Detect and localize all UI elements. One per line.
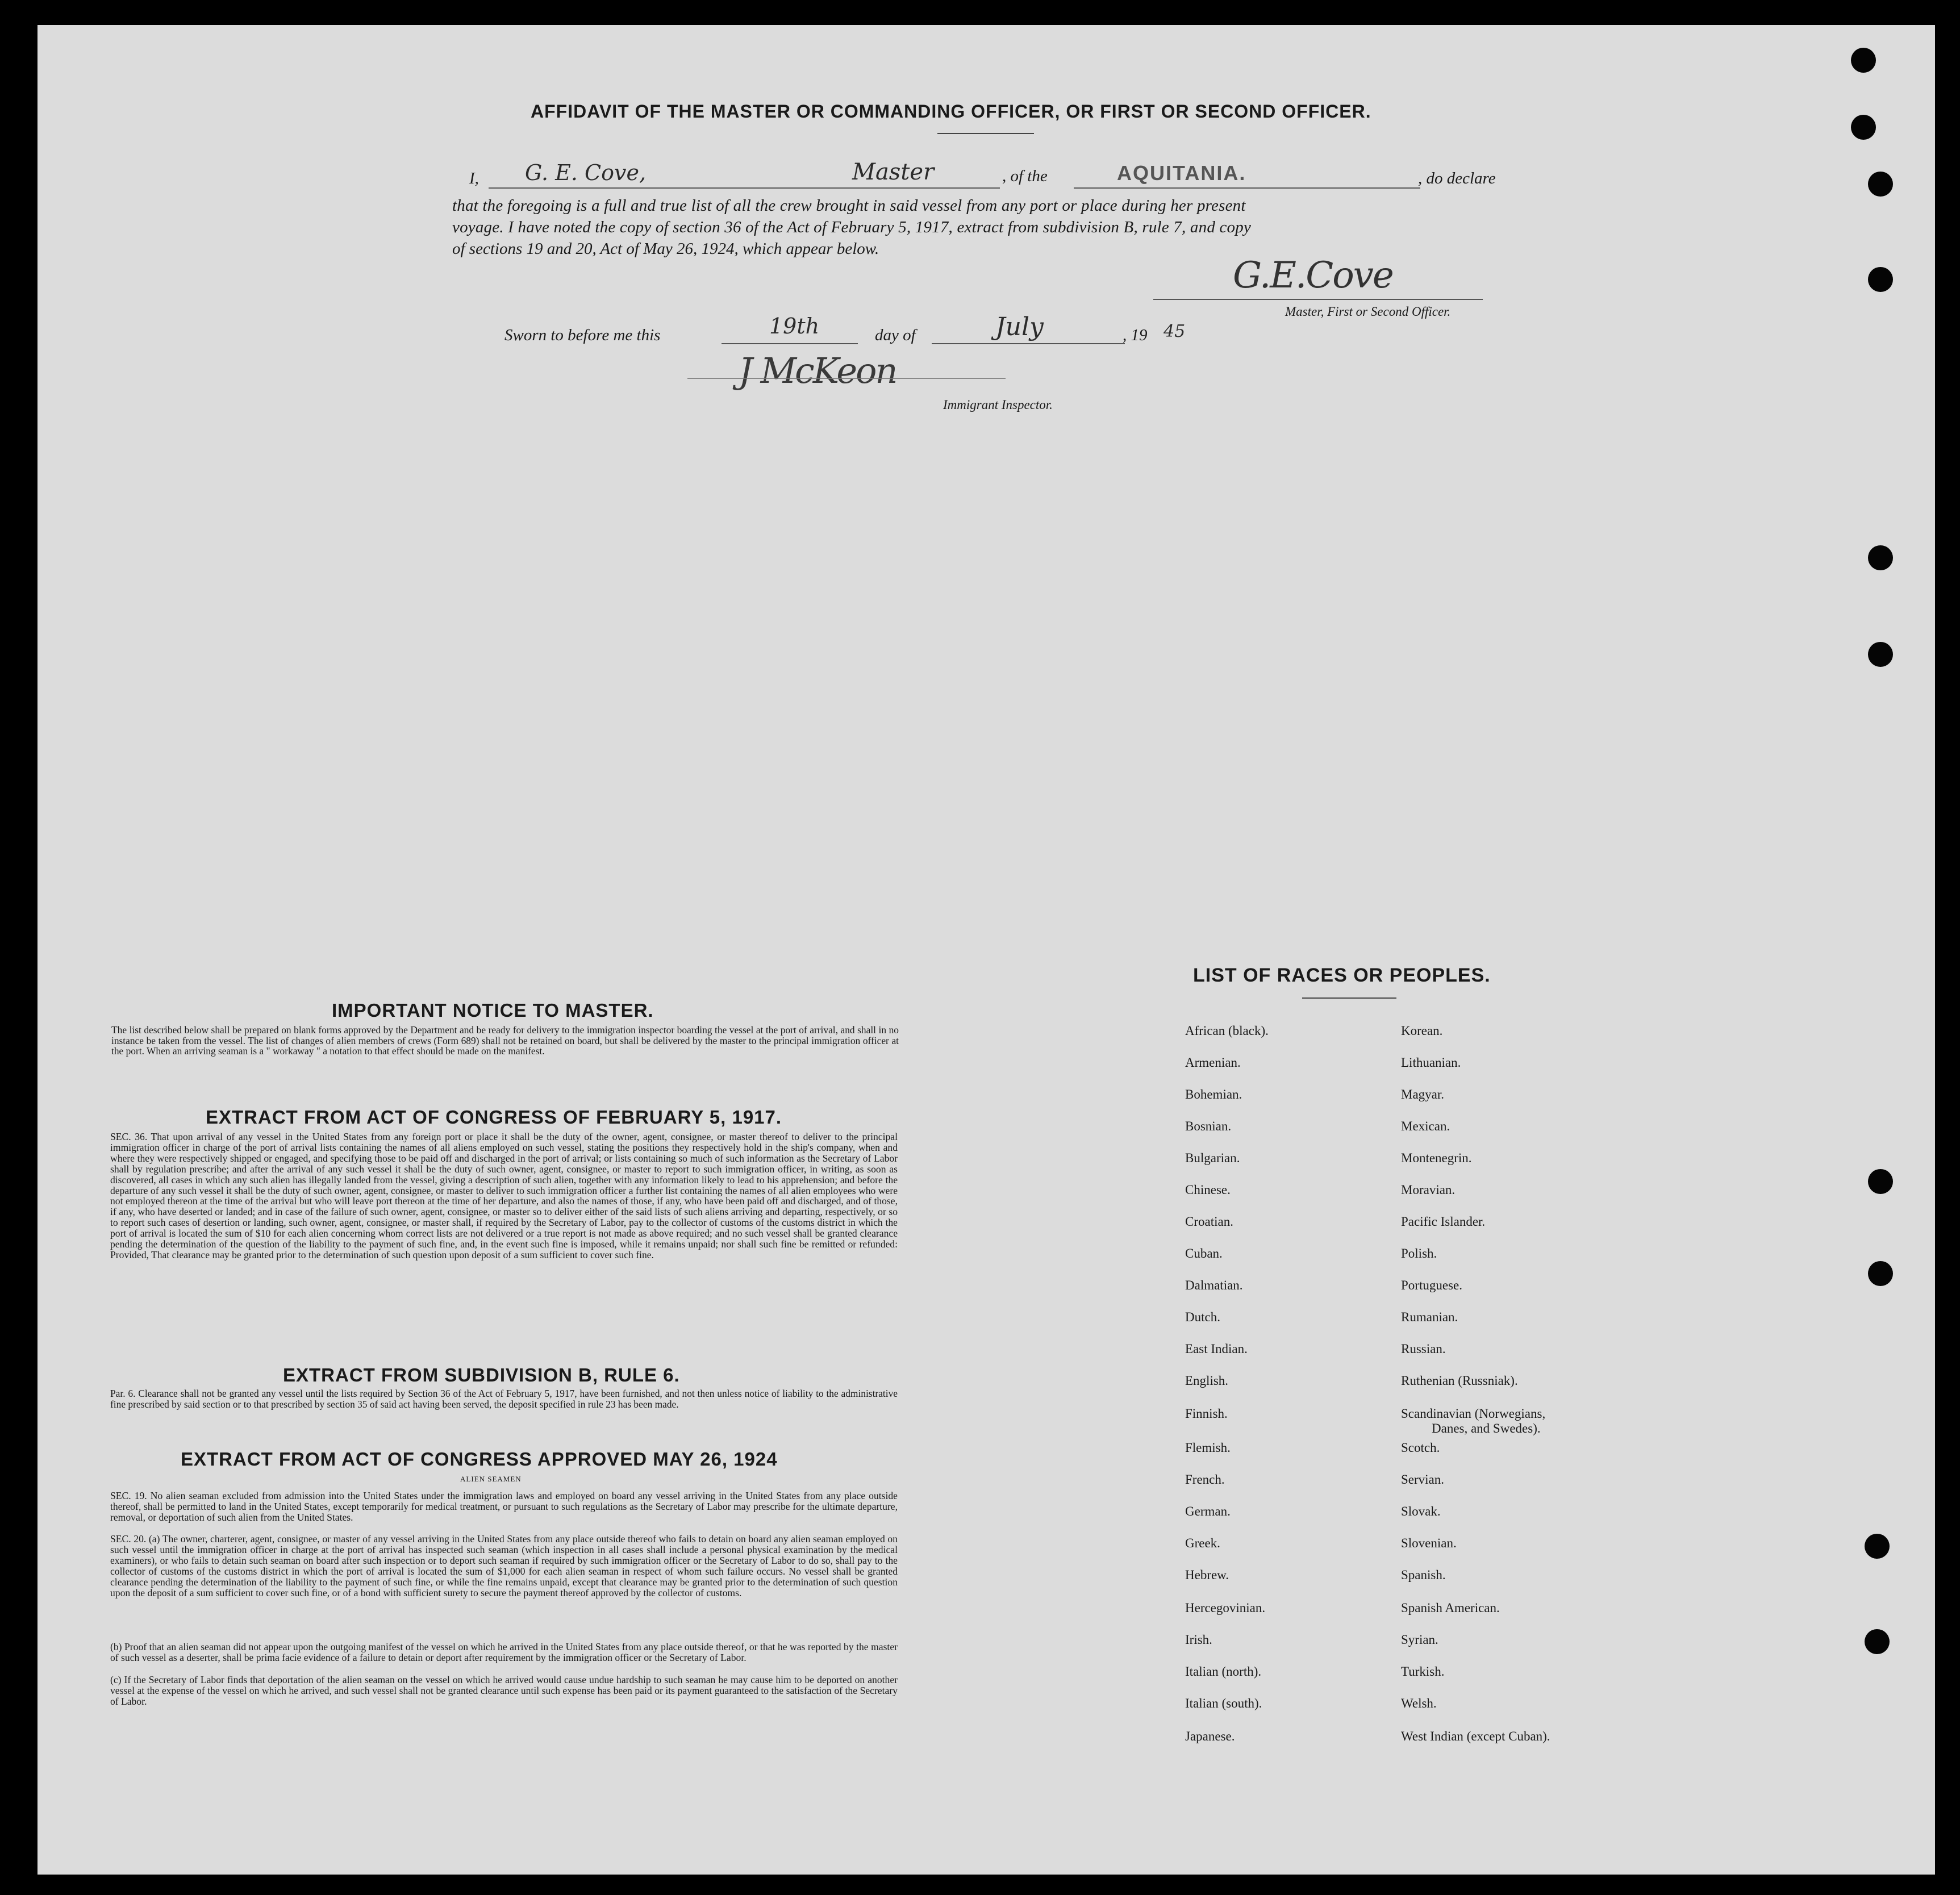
race-item: Slovak.: [1401, 1504, 1441, 1518]
subdivision-title: EXTRACT FROM SUBDIVISION B, RULE 6.: [283, 1364, 680, 1385]
race-item: Spanish American.: [1401, 1601, 1500, 1615]
race-item: Bulgarian.: [1185, 1151, 1240, 1165]
race-item: Japanese.: [1185, 1729, 1235, 1743]
races-title: LIST OF RACES OR PEOPLES.: [1193, 965, 1491, 986]
race-item: West Indian (except Cuban).: [1401, 1729, 1550, 1743]
race-item: Syrian.: [1401, 1633, 1438, 1647]
signature-line: [1153, 299, 1483, 300]
of-the-label: , of the: [1002, 167, 1048, 185]
race-item: Portuguese.: [1401, 1278, 1462, 1292]
punch-hole: [1851, 48, 1876, 73]
race-item: German.: [1185, 1504, 1231, 1518]
race-item: Italian (north).: [1185, 1664, 1262, 1679]
punch-hole: [1851, 115, 1876, 140]
race-item: Pacific Islander.: [1401, 1214, 1486, 1229]
race-item: Korean.: [1401, 1024, 1443, 1038]
punch-hole: [1868, 545, 1893, 570]
race-item: Russian.: [1401, 1342, 1446, 1356]
extract-1924-title: EXTRACT FROM ACT OF CONGRESS APPROVED MAY 26, 1924: [181, 1449, 778, 1470]
race-item: Servian.: [1401, 1472, 1445, 1487]
race-item: English.: [1185, 1374, 1229, 1388]
year-prefix: , 19: [1123, 326, 1148, 344]
race-item: Hebrew.: [1185, 1568, 1229, 1582]
signature-caption: Master, First or Second Officer.: [1285, 304, 1451, 319]
race-item: Ruthenian (Russniak).: [1401, 1374, 1518, 1388]
race-item: Scotch.: [1401, 1441, 1440, 1455]
punch-hole: [1868, 1169, 1893, 1194]
race-item: Montenegrin.: [1401, 1151, 1472, 1165]
race-item: Armenian.: [1185, 1055, 1241, 1070]
notice-text: The list described below shall be prepared on blank forms approved by the Department and be ready for delivery to the immigration inspector boarding the vessel at the port of arrival, and shall in no instance be taken from the vessel. The list of changes of alien members of crews (Form 689) shall not be retained on board, but shall be delivered by the master to the principal immigration officer at the port. When an arriving seaman is a " workaway " a notation to that effect should be made on the manifest.: [111, 1024, 899, 1057]
race-item: African (black).: [1185, 1024, 1269, 1038]
master-signature: G.E.Cove: [1233, 254, 1393, 297]
notice-title: IMPORTANT NOTICE TO MASTER.: [332, 1000, 654, 1021]
punch-hole: [1868, 642, 1893, 667]
race-item: Cuban.: [1185, 1246, 1223, 1260]
rank-handwritten: Master: [852, 159, 935, 185]
extract-1917-title: EXTRACT FROM ACT OF CONGRESS OF FEBRUARY 5, 1917.: [206, 1107, 782, 1128]
race-item: Mexican.: [1401, 1119, 1450, 1133]
race-item: Italian (south).: [1185, 1696, 1262, 1710]
race-item: Dutch.: [1185, 1310, 1220, 1324]
master-name-handwritten: G. E. Cove,: [525, 160, 647, 185]
affidavit-line-4: of sections 19 and 20, Act of May 26, 1924, which appear below.: [452, 240, 879, 258]
extract-1924-sec20b: (b) Proof that an alien seaman did not appear upon the outgoing manifest of the vessel on which he arrived in the United States from any place outside thereof, or that he was reported by the master of such vessel as a deserter, shall be prima facie evidence of a failure to detain or deport after requirement by the immigration officer or the Secretary of Labor.: [110, 1641, 898, 1663]
races-title-rule: [1302, 997, 1396, 999]
race-item: Moravian.: [1401, 1183, 1456, 1197]
punch-hole: [1868, 172, 1893, 197]
day-of-label: day of: [875, 326, 916, 344]
race-item: Polish.: [1401, 1246, 1437, 1260]
race-item: Flemish.: [1185, 1441, 1231, 1455]
extract-1924-subtitle: ALIEN SEAMEN: [460, 1475, 522, 1483]
race-item: Lithuanian.: [1401, 1055, 1461, 1070]
inspector-signature: J McKeon: [739, 350, 896, 391]
extract-1924-sec20a: SEC. 20. (a) The owner, charterer, agent, consignee, or master of any vessel arriving in the United States from any place outside thereof who fails to detain on board any alien seaman employed on such vessel until the immigration officer in charge at the port of arrival has inspected such seaman (which inspection in all cases shall include a personal physical examination by the medical examiners), or who fails to detain such seaman on board after such inspection or to deport such seaman if required by such immigration officer or the Secretary of Labor to do so, shall pay to the collector of customs of the customs district in which the port of arrival is located the sum of $1,000 for each alien seaman in respect of whom such failure occurs. No vessel shall be granted clearance pending the determination of the liability to the payment of such fine, or while the fine remains unpaid, except that clearance may be granted prior to the determination of such question upon the deposit of a sum sufficient to cover such fine, or of a bond with sufficient surety to secure the payment thereof approved by the collector of customs.: [110, 1533, 898, 1598]
race-item: Magyar.: [1401, 1087, 1445, 1101]
day-line: [722, 343, 858, 344]
punch-hole: [1865, 1629, 1890, 1654]
sworn-label: Sworn to before me this: [504, 326, 661, 344]
month-line: [932, 343, 1125, 344]
do-declare-label: , do declare: [1418, 169, 1496, 187]
name-line: [489, 187, 1000, 189]
affidavit-line-2: that the foregoing is a full and true list of all the crew brought in said vessel from any port or place during her present: [452, 197, 1246, 215]
vessel-name-stamp: AQUITANIA.: [1117, 161, 1246, 185]
inspector-caption: Immigrant Inspector.: [943, 398, 1053, 412]
inspector-line: [687, 378, 1006, 379]
race-item: Chinese.: [1185, 1183, 1231, 1197]
vessel-line: [1074, 187, 1420, 189]
race-item: Slovenian.: [1401, 1536, 1457, 1550]
race-item: Turkish.: [1401, 1664, 1445, 1679]
punch-hole: [1868, 1261, 1893, 1286]
race-item: Bosnian.: [1185, 1119, 1232, 1133]
race-item: Croatian.: [1185, 1214, 1233, 1229]
affidavit-i-label: I,: [469, 169, 479, 187]
race-item: Finnish.: [1185, 1406, 1228, 1421]
race-item: Hercegovinian.: [1185, 1601, 1266, 1615]
extract-1917-text: SEC. 36. That upon arrival of any vessel in the United States from any foreign port or place it shall be the duty of the owner, agent, consignee, or master thereof to deliver to the principal immigration officer in charge of the port of arrival lists containing the names of all aliens employed on such vessel, stating the positions they respectively hold in the ship's company, when and where they were respectively shipped or engaged, and specifying those to be paid off and discharged in the port of arrival; or lists containing so much of such information as the Secretary of Labor shall by regulation prescribe; and after the arrival of any such vessel it shall be the duty of such owner, agent, consignee, or master to report to such immigration officer, in writing, as soon as discovered, all cases in which any such alien has illegally landed from the vessel, giving a description of such alien, together with any information likely to lead to his apprehension; and before the departure of any such vessel it shall be the duty of such owner, agent, consignee, or master to deliver to such immigration officer a further list containing the names of all alien employees who were not employed thereon at the time of the arrival but who will leave port thereon at the time of her departure, and also the names of those, if any, who have been paid off and discharged, and of those, if any, who have deserted or landed; and in case of the failure of such owner, agent, consignee, or master so to deliver either of the said lists of such aliens arriving and departing, respectively, or so to report such cases of desertion or landing, such owner, agent, consignee, or master shall, if required by the Secretary of Labor, pay to the collector of customs of the customs district in which the port of arrival is located the sum of $10 for each alien concerning whom correct lists are not delivered or a true report is not made as above required; and no such vessel shall be granted clearance pending the determination of the question of the liability to the payment of such fine, and, in the event such fine is imposed, while it remains unpaid; nor shall such fine be remitted or refunded: Provided, That clearance may be granted prior to the determination of such question upon deposit of a sum sufficient to cover such fine.: [110, 1131, 898, 1260]
affidavit-title: AFFIDAVIT OF THE MASTER OR COMMANDING OFFICER, OR FIRST OR SECOND OFFICER.: [531, 101, 1371, 122]
race-item: East Indian.: [1185, 1342, 1248, 1356]
sworn-year-handwritten: 45: [1164, 322, 1186, 341]
race-item: Spanish.: [1401, 1568, 1446, 1582]
race-item: Irish.: [1185, 1633, 1212, 1647]
race-item: Danes, and Swedes).: [1432, 1421, 1541, 1435]
punch-hole: [1865, 1534, 1890, 1559]
subdivision-text: Par. 6. Clearance shall not be granted any vessel until the lists required by Section 36 of the Act of February 5, 1917, have been furnished, and not then unless notice of liability to the administrative fine prescribed by said section or to that prescribed by section 35 of said act having been served, the deposit specified in rule 23 has been made.: [110, 1388, 898, 1410]
sworn-day-handwritten: 19th: [769, 314, 820, 339]
sworn-month-handwritten: July: [995, 312, 1044, 341]
race-item: Scandinavian (Norwegians,: [1401, 1406, 1546, 1421]
race-item: Welsh.: [1401, 1696, 1437, 1710]
race-item: Rumanian.: [1401, 1310, 1458, 1324]
punch-hole: [1868, 267, 1893, 292]
race-item: Greek.: [1185, 1536, 1220, 1550]
extract-1924-sec19: SEC. 19. No alien seaman excluded from admission into the United States under the immigration laws and employed on board any vessel arriving in the United States from any place outside thereof, shall be permitted to land in the United States, except temporarily for medical treatment, or pursuant to such regulations as the Secretary of Labor may prescribe for the ultimate departure, removal, or deportation of such alien from the United States.: [110, 1490, 898, 1523]
affidavit-line-3: voyage. I have noted the copy of section 36 of the Act of February 5, 1917, extract from subdivision B, rule 7, and copy: [452, 218, 1252, 236]
title-rule: [937, 133, 1034, 134]
extract-1924-sec20c: (c) If the Secretary of Labor finds that deportation of the alien seaman on the vessel on which he arrived would cause undue hardship to such seaman he may cause him to be deported on another vessel at the expense of the vessel on which he arrived, and such vessel shall not be granted clearance until such expense has been paid or its payment guaranteed to the satisfaction of the Secretary of Labor.: [110, 1674, 898, 1707]
race-item: French.: [1185, 1472, 1225, 1487]
race-item: Bohemian.: [1185, 1087, 1242, 1101]
race-item: Dalmatian.: [1185, 1278, 1243, 1292]
